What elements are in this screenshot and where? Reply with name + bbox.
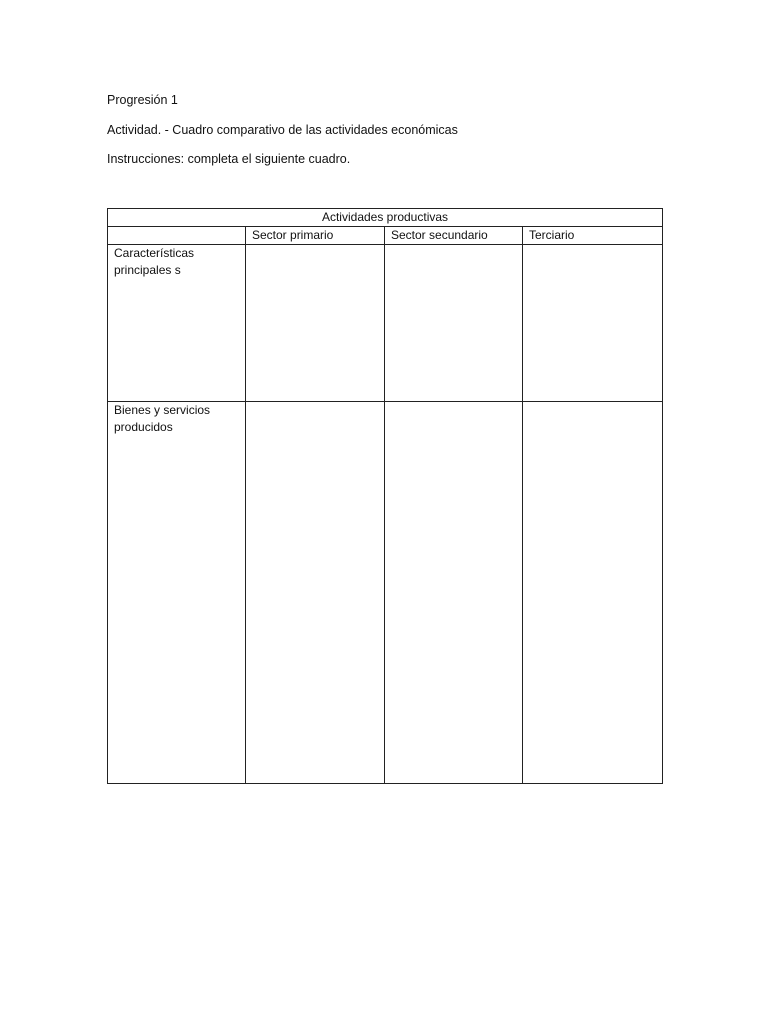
comparison-table	[107, 208, 663, 784]
header-cell-sector-secundario: Sector secundario	[385, 227, 523, 245]
table-header-row	[108, 227, 663, 245]
table-cell[interactable]	[246, 402, 385, 784]
table-cell[interactable]	[523, 402, 663, 784]
table-cell[interactable]	[523, 245, 663, 402]
table-title-row	[108, 209, 663, 227]
instructions-text: Instrucciones: completa el siguiente cuadro.	[107, 152, 351, 166]
table-cell[interactable]	[385, 402, 523, 784]
header-cell-terciario: Terciario	[523, 227, 663, 245]
row-label-caracteristicas: Características principales s	[108, 245, 246, 402]
table-title: Actividades productivas	[108, 209, 663, 227]
header-cell-empty	[108, 227, 246, 245]
table-cell[interactable]	[385, 245, 523, 402]
activity-title: Actividad. - Cuadro comparativo de las actividades económicas	[107, 123, 458, 137]
table-row	[108, 402, 663, 784]
table-row	[108, 245, 663, 402]
progression-heading: Progresión 1	[107, 93, 178, 107]
table-cell[interactable]	[246, 245, 385, 402]
row-label-bienes-servicios: Bienes y servicios producidos	[108, 402, 246, 784]
header-cell-sector-primario: Sector primario	[246, 227, 385, 245]
